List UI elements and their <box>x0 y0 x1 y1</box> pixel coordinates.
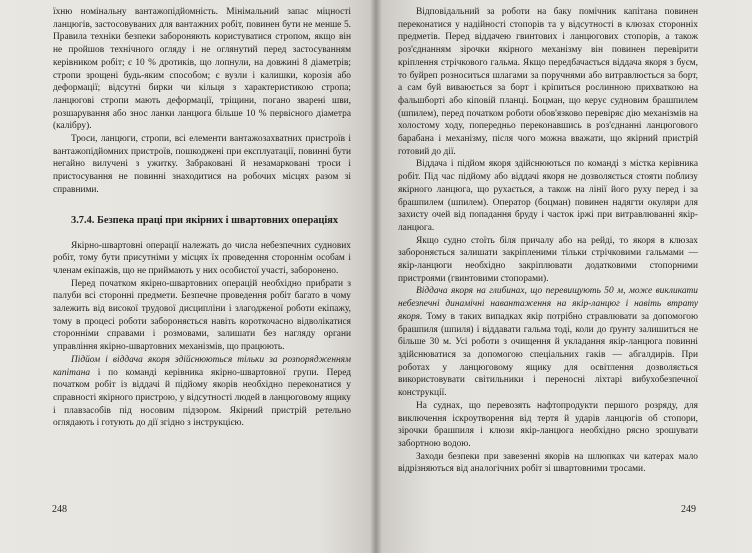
paragraph <box>53 354 351 430</box>
page-number: 249 <box>681 504 696 515</box>
paragraph: Троси, ланцюги, стропи, всі елементи вантажозахватних пристроїв і вантажопідйомних пристроїв, пошкоджені при експлуатації, повинні бути негайно вилучені з ужитку. Забраковані й незамарковані троси і пристосування не повинні знаходитися на робочих місцях разом зі справними. <box>53 134 351 195</box>
section-heading: 3.7.4. Безпека праці при якірних і швартовних операціях <box>71 214 339 226</box>
page-number: 248 <box>52 504 67 515</box>
paragraph: Віддача і підйом якоря здійснюються по команді з містка керівника робіт. Під час підйому або віддачі якоря не дозволяється стояти поблизу якірного ланцюга, що рухається, а також на лінії його руху перед і за брашпилем (шпилем). Оператор (боцман) повинен надягти окуляри для захисту очей від попадання бруду і часток іржі при витравлюванні якір-ланцюга. <box>398 159 698 233</box>
italic-emphasis: Віддача якоря на глибинах, що перевищують 50 м, може викликати небезпечні динамічні навантаження на якір-ланцюг і навіть втрату якоря. <box>398 286 698 322</box>
paragraph-continuation: Тому в таких випадках якір потрібно стравлювати за допомогою брашпиля (шпиля) і віддавати гальма тоді, коли до ґрунту залишиться не більше 30 м. Усі роботи з очищення й укладання якір-ланцюга повинні здійснюватися за допомогою спеціальних гаків — абгалдирів. При роботах у ланцюговому ящику для освітлення дозволяється використовувати світильники і переносні ліхтарі вибухобезпечної конструкції. <box>398 311 698 399</box>
book-gutter-shadow <box>370 0 382 553</box>
paragraph <box>398 285 698 399</box>
paragraph: Заходи безпеки при завезенні якорів на шлюпках чи катерах мало відрізняються від аналогічних робіт зі швартовними тросами. <box>398 451 698 475</box>
paragraph: На суднах, що перевозять нафтопродукти першого розряду, для виключення іскроутворення від тертя й ударів ланцюгів об стопори, зірочки брашпиля і клюзи якір-ланцюга необхідно рясно зрошувати забортною водою. <box>398 400 698 449</box>
italic-emphasis: Підйом і віддача якоря здійснюються тільки за розпорядженням капітана <box>53 354 351 378</box>
paragraph: Якщо судно стоїть біля причалу або на рейді, то якоря в клюзах забороняється залишати закріпленими тільки стрічковими гальмами — якір-ланцюги необхідно закріплювати додатковими стопорними пристроями (гвинтовими стопорами). <box>398 235 698 284</box>
paragraph: їхню номінальну вантажопідйомність. Мінімальний запас міцності ланцюгів, застосовуваних для вантажних робіт, повинен бути не менше 5. Правила техніки безпеки забороняють користуватися стропом, якщо він не пройшов технічного огляду і не оглянутий перед застосуванням керівником робіт; є 10 % дротиків, що лопнули, на довжині 8 діаметрів; стропи зрощені будь-яким способом; є вузли і калишки, корозія або деформації; відсутні бирки чи кільця з характеристикою стропа; ланцюгові стропи мають деформації, тріщини, погано зварені шви, розшарування або знос ланки ланцюга більше 10 % первісного діаметра (калібру). <box>53 7 351 132</box>
right-page <box>376 0 752 553</box>
paragraph: Якірно-швартовні операції належать до числа небезпечних суднових робіт, тому бути присутніми у місцях їх проведення стороннім особам і членам екіпажів, що не приймають у них особистої участі, заборонено. <box>53 240 351 276</box>
paragraph: Перед початком якірно-швартовних операцій необхідно прибрати з палуби всі сторонні предмети. Безпечне проведення робіт багато в чому залежить від високої трудової дисципліни і злагодженої роботи екіпажу, тому в процесі роботи забороняється навіть короткочасно відволікатися сторонніми справами і розмовами, залишати без нагляду органи управління якірно-швартовних механізмів, що працюють. <box>53 278 351 353</box>
right-page-text <box>398 6 698 476</box>
left-page-text <box>53 6 351 430</box>
paragraph-continuation: і по команді керівника якірно-швартовної групи. Перед початком робіт із віддачі й підйому якорів необхідно переконатися у справності якірного пристрою, у відсутності людей в ланцюговому ящику і плавзасобів під носовим підзором. Якірний пристрій ретельно оглядають і готують до дії згідно з інструкцією. <box>53 367 351 429</box>
paragraph: Відповідальний за роботи на баку помічник капітана повинен переконатися у надійності стопорів та у відсутності в клюзах сторонніх предметів. Перед віддачею гвинтових і ланцюгових стопорів, а також роз'єднанням зірочки якірного механізму він повинен перевірити кріплення стрічкового гальма. Якщо передбачається віддача якоря з буєм, то буйреп розноситься шлагами за поручнями або витравлюється за борт, а сам буй виваюється за борт і кріпиться рослинною прихваткою на фальшборті або кіповій планці. Боцман, що керує судновим брашпилем (шпилем), перед початком роботи обов'язково перевіряє дію механізмів на холостому ходу, попередньо переконавшись в роз'єднанні ланцюгового барабана і механізму, після чого можна вважати, що якірний пристрій готовий до дії. <box>398 7 698 157</box>
